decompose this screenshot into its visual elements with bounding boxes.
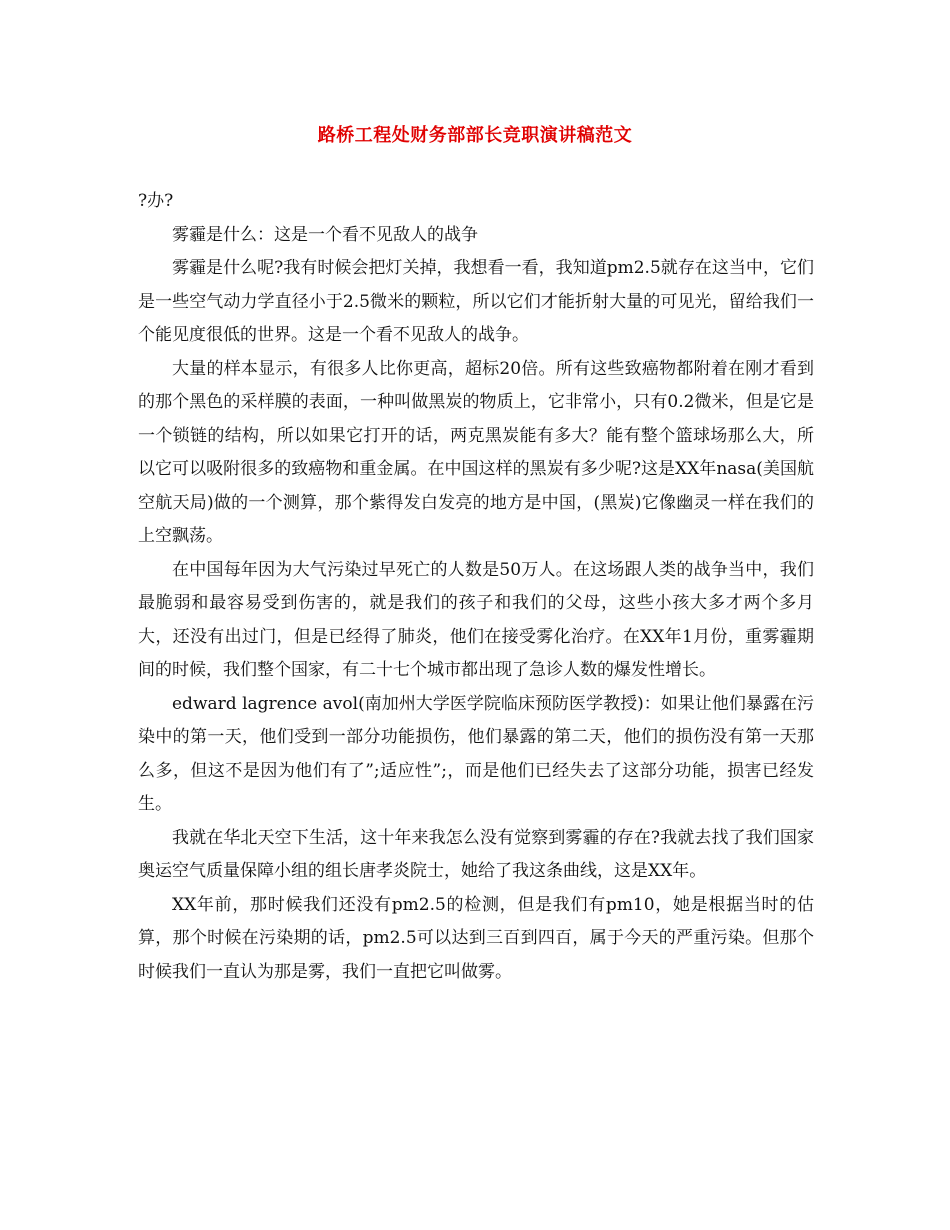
paragraph: 我就在华北天空下生活，这十年来我怎么没有觉察到雾霾的存在?我就去找了我们国家奥运空气质量保障小组的组长唐孝炎院士，她给了我这条曲线，这是XX年。 — [138, 827, 814, 881]
paragraph-subheading: 雾霾是什么：这是一个看不见敌人的战争 — [172, 224, 478, 245]
paragraph-header-mark: ?办? — [138, 191, 174, 211]
document-title: 路桥工程处财务部部长竞职演讲稿范文 — [317, 125, 633, 146]
paragraph: edward lagrence avol(南加州大学医学院临床预防医学教授)：如果让他们暴露在污染中的第一天，他们受到一部分功能损伤，他们暴露的第二天，他们的损伤没有第一天那么多，但这不是因为他们有了”;适应性”;，而是他们已经失去了这部分功能，损害已经发生。 — [138, 693, 814, 814]
paragraph: 大量的样本显示，有很多人比你更高，超标20倍。所有这些致癌物都附着在刚才看到的那个黑色的采样膜的表面，一种叫做黑炭的物质上，它非常小，只有0.2微米，但是它是一个锁链的结构，所以如果它打开的话，两克黑炭能有多大？能有整个篮球场那么大，所以它可以吸附很多的致癌物和重金属。在中国这样的黑炭有多少呢?这是XX年nasa(美国航空航天局)做的一个测算，那个紫得发白发亮的地方是中国，(黑炭)它像幽灵一样在我们的上空飘荡。 — [138, 358, 814, 546]
paragraph: 在中国每年因为大气污染过早死亡的人数是50万人。在这场跟人类的战争当中，我们最脆弱和最容易受到伤害的，就是我们的孩子和我们的父母，这些小孩大多才两个多月大，还没有出过门，但是已经得了肺炎，他们在接受雾化治疗。在XX年1月份，重雾霾期间的时候，我们整个国家，有二十七个城市都出现了急诊人数的爆发性增长。 — [138, 559, 814, 680]
paragraph: XX年前，那时候我们还没有pm2.5的检测，但是我们有pm10，她是根据当时的估算，那个时候在污染期的话，pm2.5可以达到三百到四百，属于今天的严重污染。但那个时候我们一直认为那是雾，我们一直把它叫做雾。 — [138, 894, 814, 982]
document-body — [138, 185, 814, 989]
paragraph: 雾霾是什么呢?我有时候会把灯关掉，我想看一看，我知道pm2.5就存在这当中，它们是一些空气动力学直径小于2.5微米的颗粒，所以它们才能折射大量的可见光，留给我们一个能见度很低的世界。这是一个看不见敌人的战争。 — [138, 258, 814, 345]
